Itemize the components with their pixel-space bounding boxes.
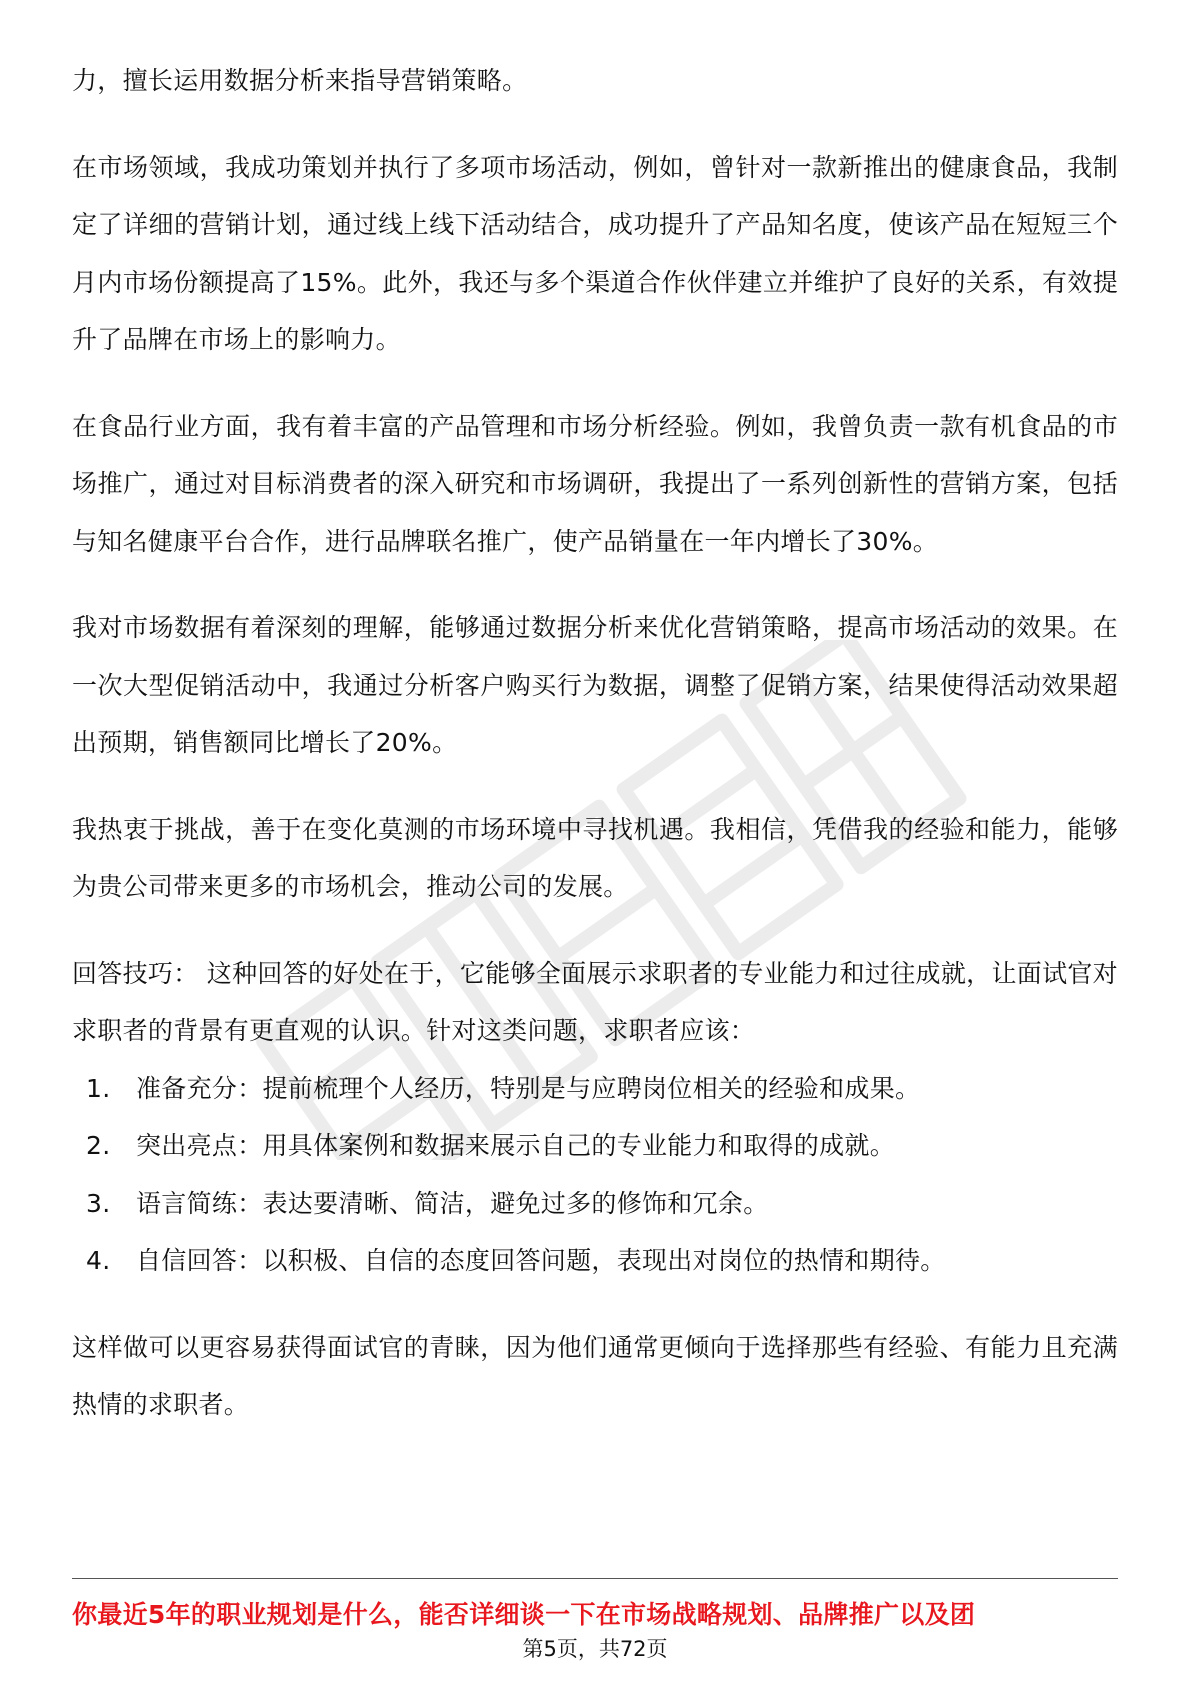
paragraph-marketing: 在市场领域，我成功策划并执行了多项市场活动，例如，曾针对一款新推出的健康食品，我制定了详细的营销计划，通过线上线下活动结合，成功提升了产品知名度，使该产品在短短三个月内市场份额提高了15%。此外，我还与多个渠道合作伙伴建立并维护了良好的关系，有效提升了品牌在市场上的影响力。 bbox=[72, 152, 1118, 354]
list-item bbox=[72, 1175, 1118, 1233]
paragraph-food-industry: 在食品行业方面，我有着丰富的产品管理和市场分析经验。例如，我曾负责一款有机食品的市场推广，通过对目标消费者的深入研究和市场调研，我提出了一系列创新性的营销方案，包括与知名健康平台合作，进行品牌联名推广，使产品销量在一年内增长了30%。 bbox=[72, 411, 1118, 556]
paragraph-challenge: 我热衷于挑战，善于在变化莫测的市场环境中寻找机遇。我相信，凭借我的经验和能力，能够为贵公司带来更多的市场机会，推动公司的发展。 bbox=[72, 814, 1118, 901]
paragraph-closing: 这样做可以更容易获得面试官的青睐，因为他们通常更倾向于选择那些有经验、有能力且充满热情的求职者。 bbox=[72, 1332, 1118, 1419]
document-body bbox=[72, 52, 1118, 1434]
tips-list bbox=[72, 1060, 1118, 1290]
list-item-number: 1. bbox=[86, 1073, 111, 1103]
paragraph-data-analysis: 我对市场数据有着深刻的理解，能够通过数据分析来优化营销策略，提高市场活动的效果。在一次大型促销活动中，我通过分析客户购买行为数据，调整了促销方案，结果使得活动效果超出预期，销售额同比增长了20%。 bbox=[72, 613, 1118, 757]
next-question-heading: 你最近5年的职业规划是什么，能否详细谈一下在市场战略规划、品牌推广以及团 bbox=[72, 1600, 976, 1629]
section-divider bbox=[72, 1578, 1118, 1579]
list-item bbox=[72, 1232, 1118, 1290]
list-item-text: 准备充分：提前梳理个人经历，特别是与应聘岗位相关的经验和成果。 bbox=[136, 1073, 921, 1103]
list-item-number: 4. bbox=[86, 1246, 111, 1275]
list-item-text: 语言简练：表达要清晰、简洁，避免过多的修饰和冗余。 bbox=[136, 1188, 769, 1218]
paragraph-answer-tips: 回答技巧： 这种回答的好处在于，它能够全面展示求职者的专业能力和过往成就，让面试官对求职者的背景有更直观的认识。针对这类问题，求职者应该： bbox=[72, 958, 1118, 1045]
list-item-text: 自信回答：以积极、自信的态度回答问题，表现出对岗位的热情和期待。 bbox=[136, 1246, 946, 1275]
list-item-text: 突出亮点：用具体案例和数据来展示自己的专业能力和取得的成就。 bbox=[136, 1131, 896, 1160]
page-number: 第5页，共72页 bbox=[522, 1637, 668, 1661]
paragraph-continuation: 力，擅长运用数据分析来指导营销策略。 bbox=[72, 66, 528, 95]
list-item bbox=[72, 1117, 1118, 1175]
list-item-number: 3. bbox=[86, 1188, 111, 1218]
list-item-number: 2. bbox=[86, 1131, 111, 1160]
list-item bbox=[72, 1060, 1118, 1118]
